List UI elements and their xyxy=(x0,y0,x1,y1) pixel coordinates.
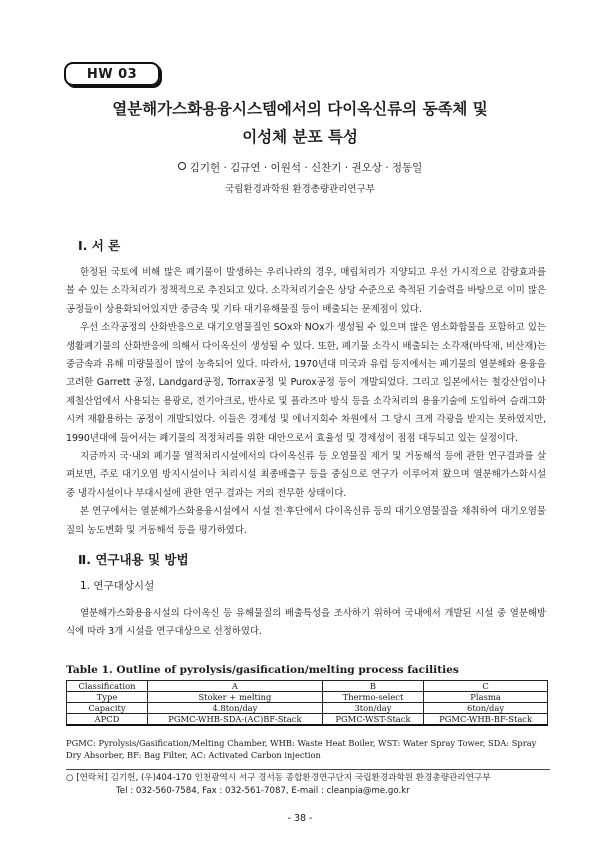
circle-bullet-icon xyxy=(178,162,186,170)
table-cell: PGMC-WHB-SDA-(AC)BF-Stack xyxy=(148,714,323,726)
table-cell: Stoker + melting xyxy=(148,692,323,703)
introduction-body xyxy=(66,264,546,540)
paragraph: 열분해가스화용융시설의 다이옥신 등 유해물질의 배출특성을 조사하기 위하여 국내에서 개발된 시설 중 열분해방식에 따라 3개 시설을 연구대상으로 선정하였다. xyxy=(66,608,546,638)
subsection-heading: 1. 연구대상시설 xyxy=(80,580,155,592)
paragraph: 지금까지 국·내외 폐기물 열적처리시설에서의 다이옥신류 등 오염물질 제거 및 거동해석 등에 관한 연구결과를 살펴보면, 주로 대기오염 방지시설이나 처리시설 최종배출구 등을 중심으로 연구가 이루어져 왔으며 열분해가스화시설 중 냉각시설이나 부대시설에 관한 연구 결과는 거의 전무한 상태이다. xyxy=(66,451,546,499)
facility-outline-table xyxy=(66,680,548,726)
author-list xyxy=(60,160,540,175)
table-caption: Table 1. Outline of pyrolysis/gasification/melting process facilities xyxy=(66,664,459,676)
contact-address: ○ [연락처] 김기헌, (우)404-170 인천광역시 서구 경서동 종합환경연구단지 국립환경과학원 환경총량관리연구부 xyxy=(66,773,491,783)
paragraph: 우선 소각공정의 산화반응으로 대기오염물질인 SOx와 NOx가 생성될 수 있으며 많은 염소화합물을 포함하고 있는 생활폐기물의 산화반응에 의해서 다이옥신이 생성될 수 있다. 또한, 폐기물 소각시 배출되는 소각재(바닥재, 비산재)는 중금속과 유해 미량물질이 많이 농축되어 있다. 따라서, 1970년대 미국과 유럽 등지에서는 폐기물의 열분해와 용융을 고려한 Garrett 공정, Landgard공정, Torrax공정 및 Purox공정 등이 개발되었다. 그리고 일본에서는 철강산업이나 제철산업에서 사용되는 용광로, 전기아크로, 반사로 및 플라즈마 방식 등을 소각처리의 용융기술에 도입하여 슬래그화시켜 재활용하는 공정이 개발되었다. 이들은 경제성 및 에너지회수 차원에서 그 당시 크게 각광을 받지는 못하였지만, 1990년대에 들어서는 폐기물의 적정처리를 위한 대안으로서 효율성 및 경제성이 점점 대두되고 있는 실정이다. xyxy=(66,322,546,444)
table-cell: 3ton/day xyxy=(322,703,423,714)
table-row xyxy=(67,692,548,703)
methods-body xyxy=(66,605,546,642)
table-row xyxy=(67,714,548,726)
table-cell: 4.8ton/day xyxy=(148,703,323,714)
table-cell: Plasma xyxy=(424,692,548,703)
page-number: - 38 - xyxy=(287,813,313,824)
table-header-cell: A xyxy=(148,681,323,692)
table-cell: Type xyxy=(67,692,148,703)
session-tag: HW 03 xyxy=(64,62,160,86)
paper-title-line-2: 이성체 분포 특성 xyxy=(242,128,358,146)
contact-info xyxy=(66,772,550,798)
affiliation: 국립환경과학원 환경총량관리연구부 xyxy=(225,184,375,195)
section-heading-methods: Ⅱ. 연구내용 및 방법 xyxy=(78,552,189,567)
table-cell: Thermo-select xyxy=(322,692,423,703)
paragraph: 본 연구에서는 열분해가스화용융시설에서 시설 전·후단에서 다이옥신류 등의 대기오염물질을 채취하여 대기오염물질의 농도변화 및 거동해석 등을 평가하였다. xyxy=(66,506,546,536)
table-cell: APCD xyxy=(67,714,148,726)
paper-title-line-1: 열분해가스화용융시스템에서의 다이옥신류의 동족체 및 xyxy=(112,100,488,118)
table-cell: PGMC-WHB-BF-Stack xyxy=(424,714,548,726)
table-cell: 6ton/day xyxy=(424,703,548,714)
table-cell: PGMC-WST-Stack xyxy=(322,714,423,726)
table-cell: Capacity xyxy=(67,703,148,714)
table-footnote: PGMC: Pyrolysis/Gasification/Melting Chamber, WHB: Waste Heat Boiler, WST: Water Spray Tower, SDA: Spray Dry Absorber, BF: Bag Filter, AC: Activated Carbon injection xyxy=(66,738,537,760)
table-header-row xyxy=(67,681,548,692)
table-header-cell: Classification xyxy=(67,681,148,692)
contact-phone-email: Tel : 032-560-7584, Fax : 032-561-7087, E-mail : cleanpia@me.go.kr xyxy=(116,786,410,796)
author-names: 김기헌 · 김규연 · 이원석 · 신찬기 · 권오상 · 정동일 xyxy=(189,162,423,174)
table-header-cell: B xyxy=(322,681,423,692)
table-row xyxy=(67,703,548,714)
table-header-cell: C xyxy=(424,681,548,692)
paragraph: 한정된 국토에 비해 많은 폐기물이 발생하는 우리나라의 경우, 매립처리가 지양되고 우선 가시적으로 감량효과를 볼 수 있는 소각처리가 정책적으로 추진되고 있다. 소각처리기술은 상당 수준으로 축적된 기술력을 바탕으로 이미 많은 공정들이 상용화되어있지만 중금속 및 기타 대기유해물질 등이 배출되는 문제점이 있다. xyxy=(66,267,546,315)
footer-divider xyxy=(66,769,550,770)
section-heading-introduction: Ⅰ. 서 론 xyxy=(78,238,121,253)
